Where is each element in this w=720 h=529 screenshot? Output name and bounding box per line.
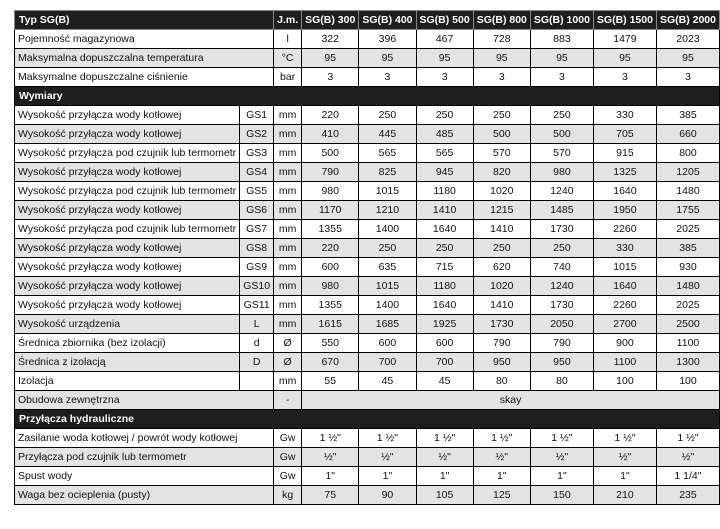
row-value: 500 [302,144,359,163]
row-value: 1180 [416,182,473,201]
row-value: 467 [416,30,473,49]
row-value: 1640 [416,296,473,315]
row-value: 3 [593,68,656,87]
row-label: Wysokość przyłącza pod czujnik lub termometr [15,144,240,163]
section-title: Wymiary [15,87,720,106]
row-unit: °C [274,49,302,68]
row-label: Wysokość przyłącza wody kotłowej [15,239,240,258]
row-value: ½" [416,448,473,467]
row-value: ½" [656,448,719,467]
row-value: 150 [530,486,593,505]
row-value: 500 [473,125,530,144]
row-label: Pojemność magazynowa [15,30,274,49]
row-value: 1300 [656,353,719,372]
row-code: GS10 [240,277,274,296]
row-value: 385 [656,239,719,258]
row-value: 1 ½" [359,429,416,448]
row-value: 820 [473,163,530,182]
table-row [15,296,720,315]
row-unit: mm [274,258,302,277]
row-value: 445 [359,125,416,144]
table-row [15,106,720,125]
row-value: 565 [416,144,473,163]
row-value: 1355 [302,220,359,239]
row-code: GS9 [240,258,274,277]
casing-row [15,391,720,410]
row-value: 95 [359,49,416,68]
row-value: 1" [473,467,530,486]
model-header: SG(B) 1000 [530,11,593,30]
row-value: 1410 [473,296,530,315]
row-code: D [240,353,274,372]
row-code: GS3 [240,144,274,163]
row-code [240,372,274,391]
table-row [15,30,720,49]
row-value: 790 [302,163,359,182]
row-code: GS5 [240,182,274,201]
row-unit: Gw [274,429,302,448]
row-value: 600 [302,258,359,277]
row-value: 915 [593,144,656,163]
table-row [15,467,720,486]
row-value: 1015 [359,182,416,201]
row-value: 1020 [473,182,530,201]
row-value: 1 ½" [530,429,593,448]
row-unit: mm [274,182,302,201]
row-value: 3 [656,68,719,87]
row-value: 1 ½" [473,429,530,448]
model-header: SG(B) 400 [359,11,416,30]
table-row [15,239,720,258]
header-row [15,11,720,30]
row-value: 700 [359,353,416,372]
row-value: 1485 [530,201,593,220]
row-value: 2025 [656,296,719,315]
row-code: L [240,315,274,334]
row-value: 1" [302,467,359,486]
row-value: 1015 [593,258,656,277]
row-unit: Gw [274,448,302,467]
row-value: ½" [593,448,656,467]
row-value: 1 ½" [593,429,656,448]
row-code: GS4 [240,163,274,182]
row-value: 250 [359,106,416,125]
row-label: Maksymalne dopuszczalne ciśnienie [15,68,274,87]
row-value: 1640 [593,182,656,201]
row-unit: mm [274,201,302,220]
row-value: 1170 [302,201,359,220]
row-value: 220 [302,106,359,125]
row-value: 45 [416,372,473,391]
row-value: 95 [530,49,593,68]
row-value: 410 [302,125,359,144]
table-row [15,353,720,372]
section-title: Przyłącza hydrauliczne [15,410,720,429]
row-value: 45 [359,372,416,391]
table-row [15,448,720,467]
row-value: 1 ½" [656,429,719,448]
row-value: 95 [416,49,473,68]
row-value: 3 [302,68,359,87]
row-value: 2260 [593,296,656,315]
row-label: Wysokość przyłącza wody kotłowej [15,277,240,296]
row-code: GS2 [240,125,274,144]
row-label: Średnica z izolacją [15,353,240,372]
row-value: ½" [302,448,359,467]
row-value: 100 [656,372,719,391]
row-value: 1615 [302,315,359,334]
row-value: 1" [530,467,593,486]
table-row [15,220,720,239]
row-value: 1730 [530,296,593,315]
row-unit: Ø [274,334,302,353]
row-value: 95 [302,49,359,68]
row-unit: mm [274,372,302,391]
row-value: 80 [473,372,530,391]
row-value: 1730 [473,315,530,334]
row-value: 930 [656,258,719,277]
table-row [15,144,720,163]
row-value: 250 [473,239,530,258]
row-value: 800 [656,144,719,163]
row-value: 635 [359,258,416,277]
model-header: SG(B) 800 [473,11,530,30]
row-unit: mm [274,220,302,239]
row-value: 550 [302,334,359,353]
row-value: 980 [302,182,359,201]
row-value: 1 1/4" [656,467,719,486]
row-label: Wysokość przyłącza wody kotłowej [15,163,240,182]
row-value: 600 [359,334,416,353]
row-value: 250 [416,106,473,125]
table-row [15,486,720,505]
row-value: 1240 [530,182,593,201]
unit-header: J.m. [274,11,302,30]
row-value: 825 [359,163,416,182]
row-value: 900 [593,334,656,353]
row-value: 1480 [656,277,719,296]
row-unit: bar [274,68,302,87]
row-label: Zasilanie woda kotłowej / powrót wody kotłowej [15,429,274,448]
row-label: Wysokość przyłącza wody kotłowej [15,106,240,125]
row-value: 728 [473,30,530,49]
row-value: 210 [593,486,656,505]
table-row [15,429,720,448]
row-value: 330 [593,106,656,125]
row-value: 396 [359,30,416,49]
row-value: 1950 [593,201,656,220]
row-unit: kg [274,486,302,505]
row-label: Wysokość przyłącza wody kotłowej [15,296,240,315]
row-unit: mm [274,125,302,144]
row-value: 1205 [656,163,719,182]
row-label: Izolacja [15,372,240,391]
row-label: Wysokość przyłącza pod czujnik lub termometr [15,220,240,239]
type-header: Typ SG(B) [15,11,274,30]
row-value: 1410 [473,220,530,239]
row-unit: mm [274,144,302,163]
row-label: Waga bez ocieplenia (pusty) [15,486,274,505]
row-unit: Ø [274,353,302,372]
table-row [15,315,720,334]
row-value: ½" [359,448,416,467]
row-value: 1925 [416,315,473,334]
row-code: d [240,334,274,353]
row-value: 600 [416,334,473,353]
row-value: 95 [473,49,530,68]
row-value: 322 [302,30,359,49]
row-unit: mm [274,277,302,296]
row-value: 3 [416,68,473,87]
row-value: 1015 [359,277,416,296]
row-unit: mm [274,296,302,315]
row-value: 1 ½" [416,429,473,448]
row-value: 220 [302,239,359,258]
row-value: 2025 [656,220,719,239]
row-value: 330 [593,239,656,258]
row-value: 790 [473,334,530,353]
row-value: 1100 [656,334,719,353]
row-unit: Gw [274,467,302,486]
row-value: 250 [473,106,530,125]
row-code: GS7 [240,220,274,239]
table-row [15,372,720,391]
row-value: 1355 [302,296,359,315]
row-label: Spust wody [15,467,274,486]
row-value: ½" [473,448,530,467]
row-label: Wysokość przyłącza wody kotłowej [15,201,240,220]
row-value: 250 [416,239,473,258]
row-code: GS11 [240,296,274,315]
row-value: 1" [359,467,416,486]
row-value: 670 [302,353,359,372]
row-value: 385 [656,106,719,125]
row-value: 790 [530,334,593,353]
row-value: 1410 [416,201,473,220]
row-value: 235 [656,486,719,505]
table-row [15,163,720,182]
table-row [15,277,720,296]
row-value: 1" [593,467,656,486]
row-value: 1325 [593,163,656,182]
spec-table-wrapper [14,10,720,505]
table-row [15,201,720,220]
row-value: 80 [530,372,593,391]
row-value: 1685 [359,315,416,334]
row-value: 950 [530,353,593,372]
row-value: 55 [302,372,359,391]
row-value: 1" [416,467,473,486]
row-value: 705 [593,125,656,144]
row-value: 250 [530,239,593,258]
table-row [15,334,720,353]
row-value: 945 [416,163,473,182]
row-value: 125 [473,486,530,505]
row-value: 500 [530,125,593,144]
row-value: 1240 [530,277,593,296]
row-label: Wysokość przyłącza pod czujnik lub termometr [15,182,240,201]
row-code: GS6 [240,201,274,220]
table-row [15,182,720,201]
row-value: 565 [359,144,416,163]
row-value: 100 [593,372,656,391]
row-label: Obudowa zewnętrzna [15,391,274,410]
row-unit: mm [274,106,302,125]
model-header: SG(B) 500 [416,11,473,30]
row-label: Wysokość przyłącza wody kotłowej [15,258,240,277]
spec-table [14,10,720,505]
row-value: ½" [530,448,593,467]
model-header: SG(B) 300 [302,11,359,30]
row-value: 950 [473,353,530,372]
row-value: 1210 [359,201,416,220]
row-value: 105 [416,486,473,505]
row-value: 1215 [473,201,530,220]
row-value: 1 ½" [302,429,359,448]
row-value: 1020 [473,277,530,296]
row-value: 2050 [530,315,593,334]
row-value: 1640 [593,277,656,296]
row-label: Wysokość urządzenia [15,315,240,334]
row-unit: mm [274,163,302,182]
table-row [15,68,720,87]
row-value: 980 [530,163,593,182]
row-value: 740 [530,258,593,277]
row-value: 2023 [656,30,719,49]
row-unit: - [274,391,302,410]
row-value: 95 [593,49,656,68]
row-value: 1479 [593,30,656,49]
model-header: SG(B) 1500 [593,11,656,30]
row-value: 3 [359,68,416,87]
row-value: 95 [656,49,719,68]
row-value: 250 [359,239,416,258]
row-value: 700 [416,353,473,372]
row-label: Średnica zbiornika (bez izolacji) [15,334,240,353]
row-value: 2700 [593,315,656,334]
row-value: 1180 [416,277,473,296]
row-label: Wysokość przyłącza wody kotłowej [15,125,240,144]
row-unit: mm [274,239,302,258]
row-value: 570 [530,144,593,163]
row-unit: mm [274,315,302,334]
row-value: 1400 [359,220,416,239]
row-value: 1640 [416,220,473,239]
model-header: SG(B) 2000 [656,11,719,30]
row-value: 250 [530,106,593,125]
row-value: 620 [473,258,530,277]
row-value: 3 [530,68,593,87]
table-row [15,258,720,277]
row-value: 1755 [656,201,719,220]
row-value: 3 [473,68,530,87]
row-value: 883 [530,30,593,49]
row-value: 1400 [359,296,416,315]
row-label: Przyłącza pod czujnik lub termometr [15,448,274,467]
row-unit: l [274,30,302,49]
table-row [15,49,720,68]
row-value: skay [302,391,720,410]
table-row [15,125,720,144]
row-value: 90 [359,486,416,505]
row-value: 485 [416,125,473,144]
row-code: GS8 [240,239,274,258]
section-dimensions [15,87,720,106]
row-value: 660 [656,125,719,144]
row-value: 2260 [593,220,656,239]
row-value: 1100 [593,353,656,372]
row-value: 2500 [656,315,719,334]
section-connections [15,410,720,429]
row-value: 75 [302,486,359,505]
row-code: GS1 [240,106,274,125]
row-label: Maksymalna dopuszczalna temperatura [15,49,274,68]
row-value: 1730 [530,220,593,239]
row-value: 1480 [656,182,719,201]
row-value: 715 [416,258,473,277]
row-value: 980 [302,277,359,296]
row-value: 570 [473,144,530,163]
